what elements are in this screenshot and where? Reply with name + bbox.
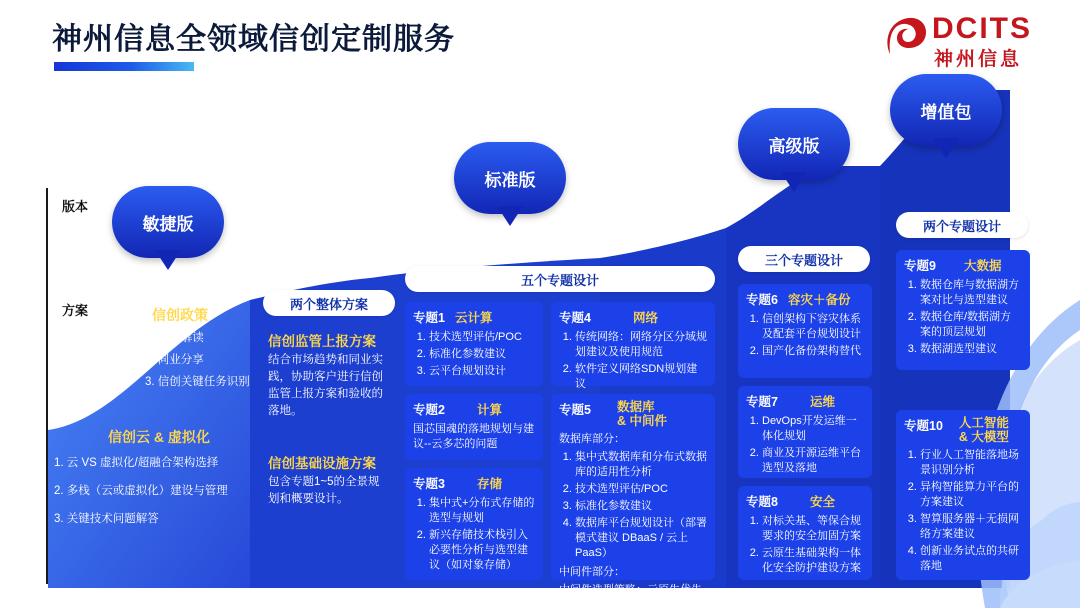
topic-6-item-2: 2. 国产化备份架构替代: [762, 344, 864, 359]
axis-label-version: 版本: [62, 199, 89, 214]
dcits-swoosh-icon: [882, 14, 928, 60]
topic-7-name: 运维: [809, 395, 835, 409]
topic-card-3[interactable]: [405, 468, 543, 580]
standard-overall-sec2-title: 信创基础设施方案: [268, 456, 376, 471]
topic-1-no: 专题1: [413, 311, 445, 325]
topic-1-name: 云计算: [454, 311, 493, 325]
standard-overall-sec2-text: 包含专题1~5的全景规划和概要设计。: [268, 476, 380, 505]
topic-8-no: 专题8: [746, 495, 778, 509]
topic-5-item-3: 3. 标准化参数建议: [575, 499, 707, 514]
brand-logo: [882, 10, 1062, 72]
topic-5-item-4: 4. 数据库平台规划设计（部署模式建议 DBaaS / 云上PaaS）: [575, 516, 707, 561]
topic-10-item-4: 4. 创新业务试点的共研落地: [920, 544, 1022, 574]
topic-4-item-1: 1. 传统网络：网络分区分域规划建议及使用规范: [575, 330, 707, 360]
axis-divider: [46, 188, 48, 584]
logo-text-cn: 神州信息: [934, 49, 1023, 70]
topic-4-item-2: 2. 软件定义网络SDN规划建议: [575, 362, 707, 392]
topic-7-item-2: 2. 商业及开源运维平台选型及落地: [762, 446, 864, 476]
pin-advanced-label: 高级版: [738, 108, 850, 180]
topic-10-name-line1: 人工智能: [958, 416, 1009, 430]
pin-valueadd-label: 增值包: [890, 74, 1002, 146]
standard-overall-sec1-text: 结合市场趋势和同业实践，协助客户进行信创监管上报方案和验收的落地。: [268, 354, 383, 417]
topic-1-item-3: 3. 云平台规划设计: [429, 364, 535, 379]
standard-overall-cap: 两个整体方案: [263, 290, 395, 316]
advanced-cap: 三个专题设计: [738, 246, 870, 272]
topic-card-6[interactable]: [738, 284, 872, 378]
topic-2-name: 计算: [476, 403, 502, 417]
topic-card-5[interactable]: [551, 394, 715, 611]
topic-8-name: 安全: [809, 495, 835, 509]
topic-card-10[interactable]: [896, 410, 1030, 580]
title-underline: [54, 62, 194, 71]
page-title: 神州信息全领域信创定制服务: [52, 23, 455, 56]
topic-10-item-2: 2. 异构智能算力平台的方案建议: [920, 480, 1022, 510]
agile-section1-item-2: 2. 同业分享: [145, 354, 204, 366]
logo-text: DCITS: [932, 12, 1032, 45]
agile-section1-item-1: 1. 政策解读: [145, 332, 204, 344]
topic-5-item-2: 2. 技术选型评估/POC: [575, 482, 707, 497]
topic-card-4[interactable]: [551, 302, 715, 390]
topic-3-name: 存储: [476, 477, 502, 491]
topic-1-item-1: 1. 技术选型评估/POC: [429, 330, 535, 345]
agile-section2-item-2: 2. 多栈（云或虚拟化）建设与管理: [54, 485, 228, 497]
topic-4-name: 网络: [632, 311, 658, 325]
topic-5-sub-2: 中间件部分：: [559, 566, 625, 578]
topic-9-no: 专题9: [904, 259, 936, 273]
topic-4-no: 专题4: [559, 311, 591, 325]
topic-5-item-1: 1. 集中式数据库和分布式数据库的适用性分析: [575, 450, 707, 480]
topic-8-item-2: 2. 云原生基础架构一体化安全防护建设方案: [762, 546, 864, 576]
topic-10-no: 专题10: [904, 419, 943, 433]
topic-1-item-2: 2. 标准化参数建议: [429, 347, 535, 362]
topic-card-8[interactable]: [738, 486, 872, 580]
topic-10-name-line2: & 大模型: [958, 430, 1009, 444]
topic-9-item-3: 3. 数据湖选型建议: [920, 342, 1022, 357]
topic-3-item-2: 2. 新兴存储技术栈引入必要性分析与选型建议（如对象存储）: [429, 528, 535, 573]
topic-7-no: 专题7: [746, 395, 778, 409]
standard-topics-cap: 五个专题设计: [405, 266, 715, 292]
topic-10-item-1: 1. 行业人工智能落地场景识别分析: [920, 448, 1022, 478]
agile-section2-item-1: 1. 云 VS 虚拟化/超融合架构选择: [54, 457, 219, 469]
topic-3-item-1: 1. 集中式+分布式存储的选型与规划: [429, 496, 535, 526]
pin-agile-label: 敏捷版: [112, 186, 224, 258]
agile-section2-item-3: 3. 关键技术问题解答: [54, 513, 159, 525]
topic-card-9[interactable]: [896, 250, 1030, 370]
topic-3-no: 专题3: [413, 477, 445, 491]
topic-10-item-3: 3. 智算服务器＋无损网络方案建议: [920, 512, 1022, 542]
topic-9-item-2: 2. 数据仓库/数据湖方案的顶层规划: [920, 310, 1022, 340]
topic-9-item-1: 1. 数据仓库与数据湖方案对比与选型建议: [920, 278, 1022, 308]
topic-2-no: 专题2: [413, 403, 445, 417]
topic-6-item-1: 1. 信创架构下容灾体系及配套平台规划设计: [762, 312, 864, 342]
standard-overall-sec1-title: 信创监管上报方案: [268, 334, 376, 349]
axis-label-plan: 方案: [62, 303, 89, 318]
topic-9-name: 大数据: [963, 259, 1002, 273]
agile-section1-title: 信创政策: [152, 307, 208, 323]
topic-5-tail: 中间件选型策略：云原生优先+传统信创中间件+开源管理: [559, 584, 702, 611]
valueadd-cap: 两个专题设计: [896, 212, 1028, 238]
topic-card-7[interactable]: [738, 386, 872, 478]
topic-6-name: 容灾＋备份: [787, 293, 851, 307]
topic-8-item-1: 1. 对标关基、等保合规要求的安全加固方案: [762, 514, 864, 544]
agile-section1-item-3: 3. 信创关键任务识别: [145, 376, 250, 388]
topic-2-para-1: 国芯国魂的落地规划与建议--云多芯的问题: [413, 423, 534, 450]
topic-5-name-line1: 数据库: [616, 400, 655, 414]
pin-standard-label: 标准版: [454, 142, 566, 214]
topic-card-2[interactable]: [405, 394, 543, 460]
topic-5-name-line2: & 中间件: [616, 414, 667, 428]
topic-card-1[interactable]: [405, 302, 543, 386]
topic-5-no: 专题5: [559, 403, 591, 417]
topic-5-sub-1: 数据库部分：: [559, 433, 625, 445]
topic-7-item-1: 1. DevOps开发运维一体化规划: [762, 414, 864, 444]
agile-section2-title: 信创云 & 虚拟化: [108, 429, 210, 445]
topic-6-no: 专题6: [746, 293, 778, 307]
